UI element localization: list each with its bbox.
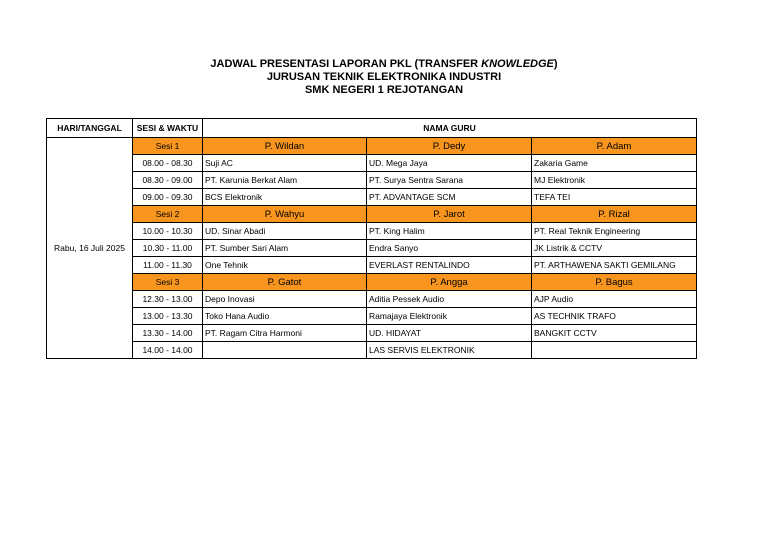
session-header-row	[47, 206, 697, 223]
header-day: HARI/TANGGAL	[47, 119, 133, 138]
teacher-name: P. Jarot	[367, 206, 532, 223]
session-label: Sesi 2	[133, 206, 203, 223]
table-row	[47, 223, 697, 240]
header-teacher: NAMA GURU	[203, 119, 697, 138]
time-slot: 12.30 - 13.00	[133, 291, 203, 308]
time-slot: 09.00 - 09.30	[133, 189, 203, 206]
company-cell: Endra Sanyo	[367, 240, 532, 257]
company-cell: One Tehnik	[203, 257, 367, 274]
table-row	[47, 240, 697, 257]
company-cell: Suji AC	[203, 155, 367, 172]
time-slot: 11.00 - 11.30	[133, 257, 203, 274]
table-row	[47, 189, 697, 206]
title-line-1-suffix: )	[553, 58, 558, 70]
time-slot: 14.00 - 14.00	[133, 342, 203, 359]
teacher-name: P. Wahyu	[203, 206, 367, 223]
table-row	[47, 257, 697, 274]
company-cell: MJ Elektronik	[532, 172, 697, 189]
time-slot: 13.30 - 14.00	[133, 325, 203, 342]
teacher-name: P. Wildan	[203, 138, 367, 155]
company-cell: EVERLAST RENTALINDO	[367, 257, 532, 274]
title-line-3: SMK NEGERI 1 REJOTANGAN	[304, 84, 464, 96]
company-cell: Zakaria Game	[532, 155, 697, 172]
company-cell: PT. ADVANTAGE SCM	[367, 189, 532, 206]
time-slot: 08.00 - 08.30	[133, 155, 203, 172]
company-cell: PT. King Halim	[367, 223, 532, 240]
session-header-row	[47, 274, 697, 291]
day-cell: Rabu, 16 Juli 2025	[47, 138, 133, 359]
schedule-table	[46, 118, 697, 359]
time-slot: 13.00 - 13.30	[133, 308, 203, 325]
company-cell: AS TECHNIK TRAFO	[532, 308, 697, 325]
teacher-name: P. Dedy	[367, 138, 532, 155]
title-line-2: JURUSAN TEKNIK ELEKTRONIKA INDUSTRI	[266, 71, 502, 83]
teacher-name: P. Rizal	[532, 206, 697, 223]
company-cell: PT. Ragam Citra Harmoni	[203, 325, 367, 342]
company-cell: Toko Hana Audio	[203, 308, 367, 325]
table-row	[47, 291, 697, 308]
company-cell: Depo Inovasi	[203, 291, 367, 308]
company-cell: TEFA TEI	[532, 189, 697, 206]
company-cell: PT. Real Teknik Engineering	[532, 223, 697, 240]
title-line-1	[0, 58, 768, 71]
time-slot: 10.00 - 10.30	[133, 223, 203, 240]
company-cell: JK Listrik & CCTV	[532, 240, 697, 257]
company-cell: LAS SERVIS ELEKTRONIK	[367, 342, 532, 359]
header-session: SESI & WAKTU	[133, 119, 203, 138]
table-row	[47, 155, 697, 172]
session-label: Sesi 3	[133, 274, 203, 291]
time-slot: 10.30 - 11.00	[133, 240, 203, 257]
company-cell: PT. Surya Sentra Sarana	[367, 172, 532, 189]
company-cell: PT. Sumber Sari Alam	[203, 240, 367, 257]
document-title	[0, 58, 768, 97]
company-cell: Ramajaya Elektronik	[367, 308, 532, 325]
session-label: Sesi 1	[133, 138, 203, 155]
company-cell: PT. Karunia Berkat Alam	[203, 172, 367, 189]
company-cell: BANGKIT CCTV	[532, 325, 697, 342]
schedule-body	[47, 138, 697, 359]
company-cell: Aditia Pessek Audio	[367, 291, 532, 308]
title-line-1-prefix: JADWAL PRESENTASI LAPORAN PKL (TRANSFER	[210, 58, 482, 70]
header-row	[47, 119, 697, 138]
company-cell: UD. HIDAYAT	[367, 325, 532, 342]
teacher-name: P. Bagus	[532, 274, 697, 291]
company-cell: UD. Sinar Abadi	[203, 223, 367, 240]
teacher-name: P. Adam	[532, 138, 697, 155]
table-row	[47, 325, 697, 342]
table-row	[47, 172, 697, 189]
company-cell	[532, 342, 697, 359]
company-cell: AJP Audio	[532, 291, 697, 308]
company-cell: PT. ARTHAWENA SAKTI GEMILANG	[532, 257, 697, 274]
company-cell	[203, 342, 367, 359]
table-row	[47, 308, 697, 325]
session-header-row	[47, 138, 697, 155]
teacher-name: P. Angga	[367, 274, 532, 291]
company-cell: BCS Elektronik	[203, 189, 367, 206]
time-slot: 08.30 - 09.00	[133, 172, 203, 189]
teacher-name: P. Gatot	[203, 274, 367, 291]
company-cell: UD. Mega Jaya	[367, 155, 532, 172]
title-line-1-italic: KNOWLEDGE	[481, 58, 554, 70]
table-row	[47, 342, 697, 359]
